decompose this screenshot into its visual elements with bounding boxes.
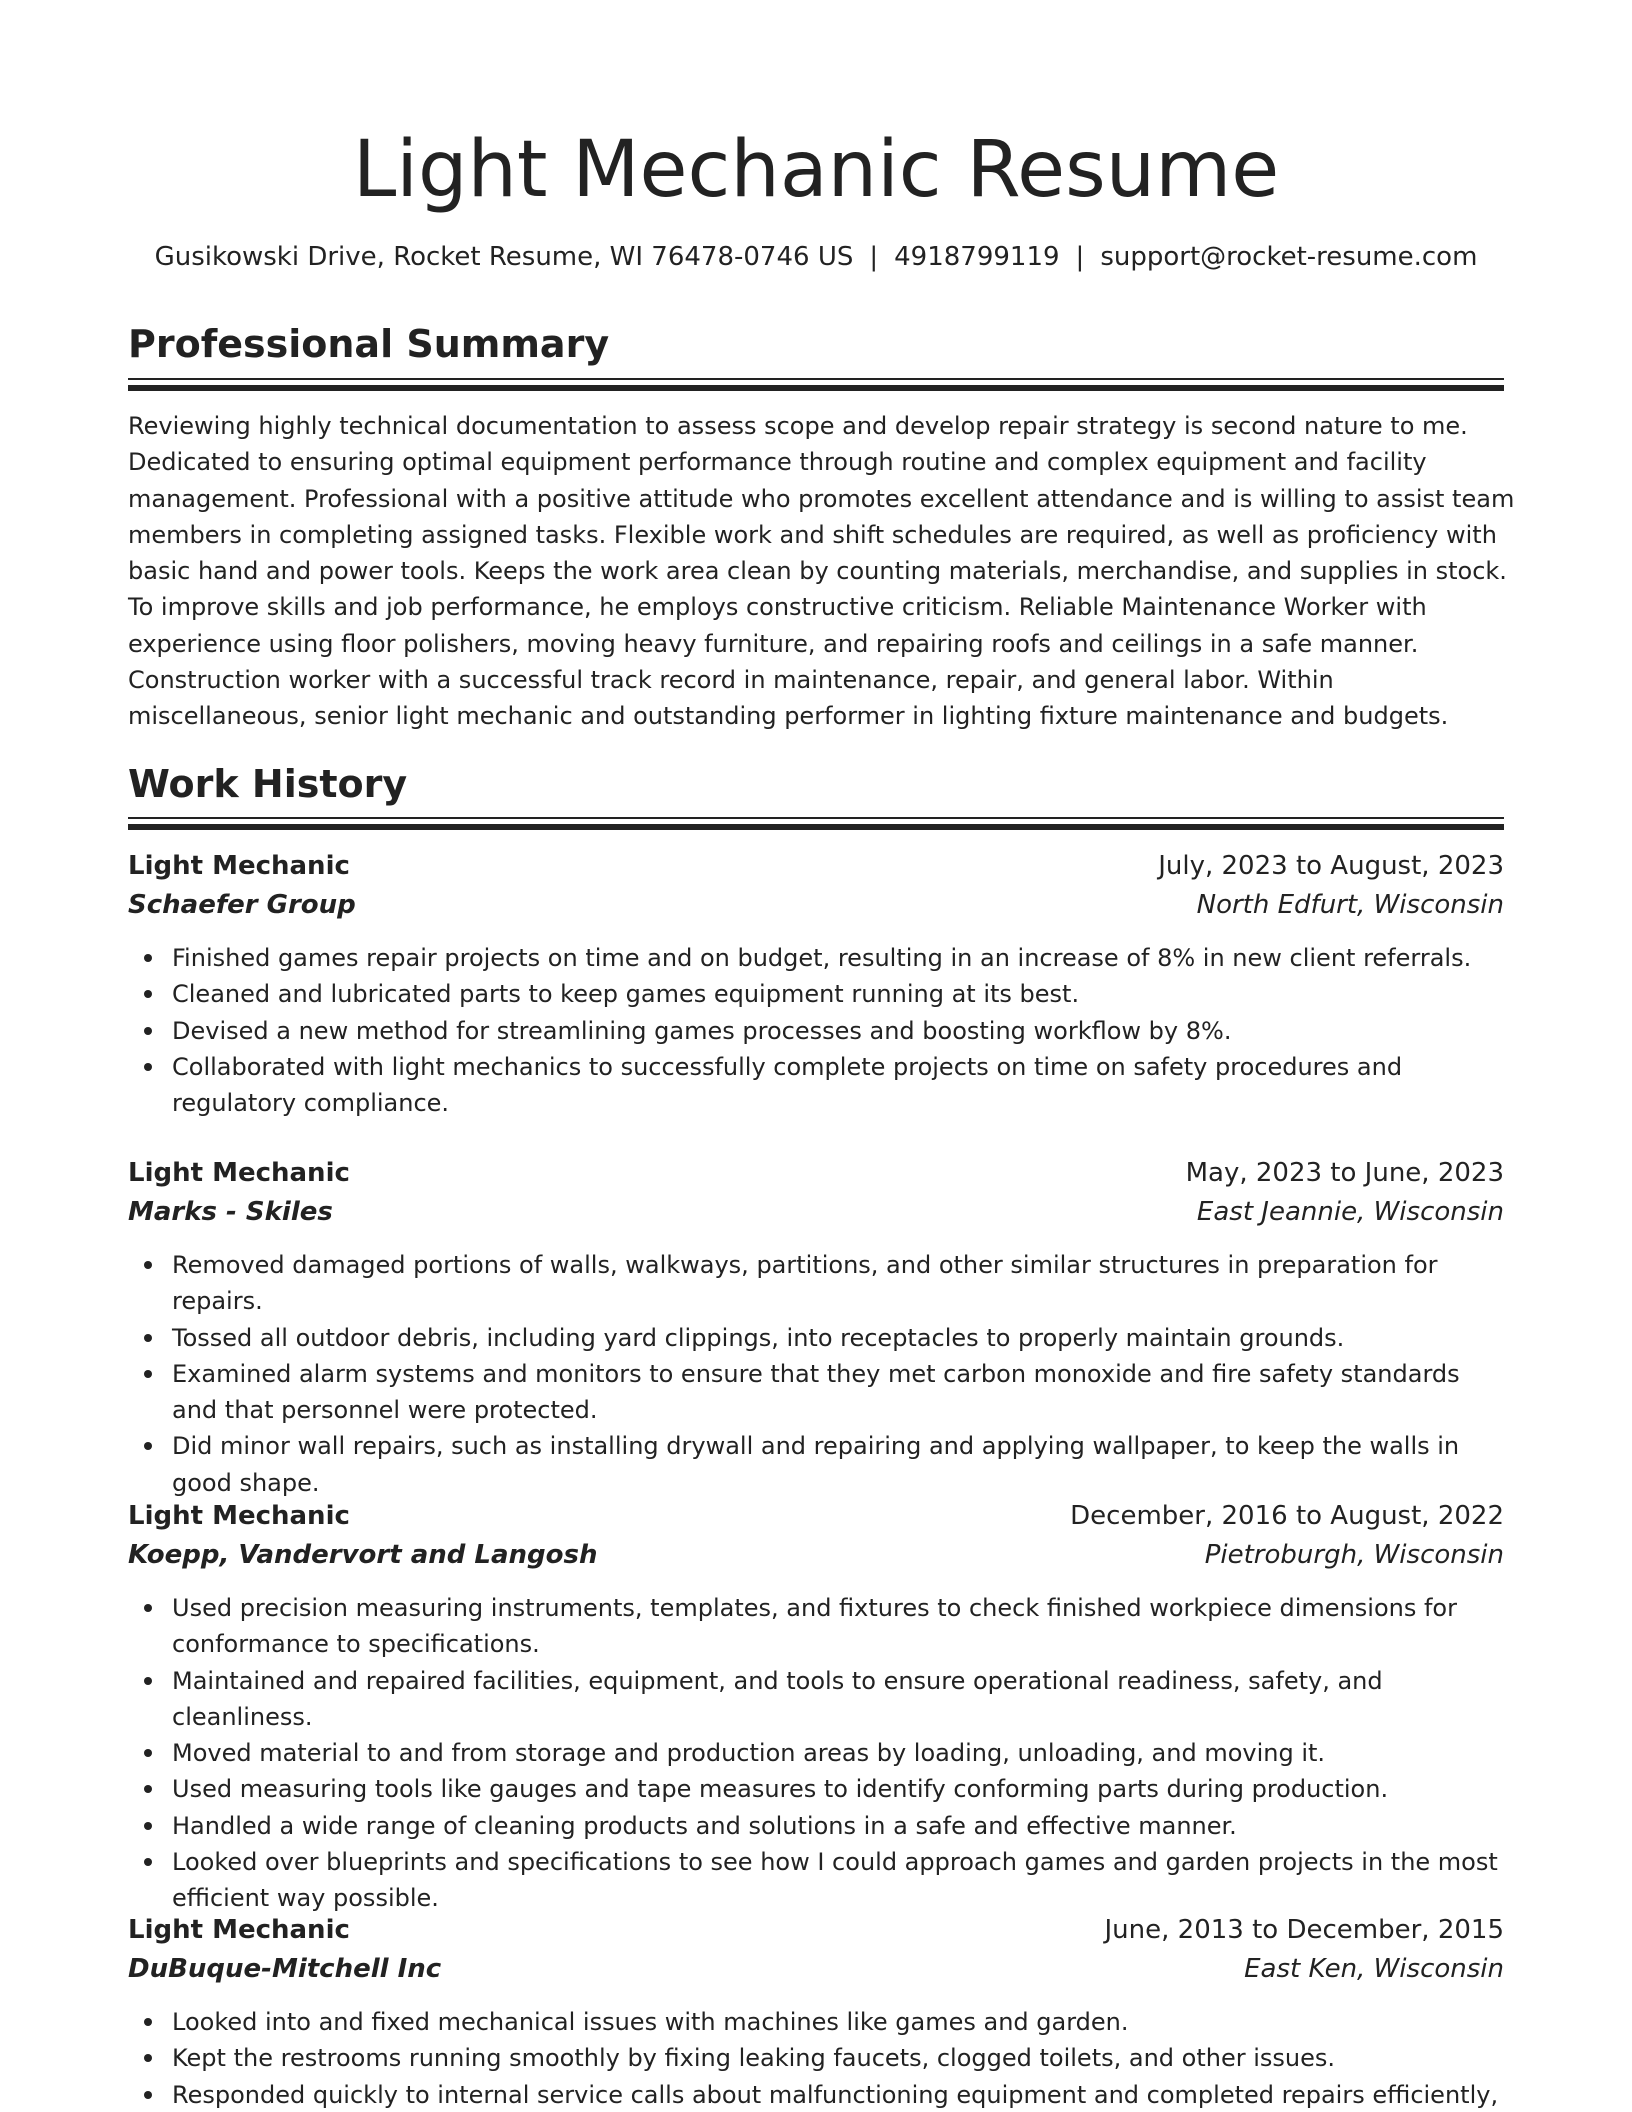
list-item bbox=[128, 1356, 1504, 1429]
bullet-text: Handled a wide range of cleaning products and solutions in a safe and effective manner. bbox=[172, 1811, 1237, 1840]
job-location: Pietroburgh, Wisconsin bbox=[1204, 1540, 1504, 1570]
bullet-icon bbox=[144, 1677, 152, 1685]
job-entry bbox=[128, 1497, 1504, 1917]
bullet-text: Maintained and repaired facilities, equipment, and tools to ensure operational readiness, safety, and cleanliness. bbox=[172, 1666, 1383, 1731]
list-item bbox=[128, 1013, 1504, 1049]
list-item bbox=[128, 1663, 1504, 1736]
resume-title: Light Mechanic Resume bbox=[352, 125, 1280, 215]
contact-separator: | bbox=[869, 242, 879, 272]
bullet-icon bbox=[144, 2018, 152, 2026]
job-title: Light Mechanic bbox=[128, 1501, 350, 1531]
job-company: Schaefer Group bbox=[128, 890, 356, 920]
bullet-text: Tossed all outdoor debris, including yard clippings, into receptacles to properly maintain grounds. bbox=[172, 1323, 1345, 1352]
contact-separator: | bbox=[1075, 242, 1085, 272]
job-company: DuBuque-Mitchell Inc bbox=[128, 1954, 442, 1984]
list-item bbox=[128, 2077, 1504, 2112]
job-entry bbox=[128, 1911, 1504, 2112]
job-location: East Ken, Wisconsin bbox=[1244, 1954, 1504, 1984]
job-title: Light Mechanic bbox=[128, 851, 350, 881]
job-company: Marks - Skiles bbox=[128, 1197, 333, 1227]
bullet-icon bbox=[144, 1785, 152, 1793]
job-entry bbox=[128, 1154, 1504, 1501]
job-title: Light Mechanic bbox=[128, 1915, 350, 1945]
bullet-icon bbox=[144, 1822, 152, 1830]
job-dates: December, 2016 to August, 2022 bbox=[1070, 1501, 1504, 1531]
summary-divider bbox=[128, 378, 1504, 391]
list-item bbox=[128, 1320, 1504, 1356]
bullet-icon bbox=[144, 990, 152, 998]
list-item bbox=[128, 1049, 1504, 1122]
list-item bbox=[128, 1808, 1504, 1844]
bullet-icon bbox=[144, 1370, 152, 1378]
bullet-text: Used measuring tools like gauges and tape measures to identify conforming parts during production. bbox=[172, 1775, 1389, 1804]
bullet-icon bbox=[144, 1063, 152, 1071]
work-history-heading: Work History bbox=[128, 762, 408, 806]
list-item bbox=[128, 976, 1504, 1012]
bullet-icon bbox=[144, 1261, 152, 1269]
list-item bbox=[128, 2040, 1504, 2076]
list-item bbox=[128, 1428, 1504, 1501]
bullet-icon bbox=[144, 1604, 152, 1612]
bullet-text: Examined alarm systems and monitors to ensure that they met carbon monoxide and fire safety standards and that personnel were protected. bbox=[172, 1359, 1460, 1425]
bullet-icon bbox=[144, 1027, 152, 1035]
contact-address: Gusikowski Drive, Rocket Resume, WI 76478-0746 US bbox=[154, 242, 854, 272]
bullet-text: Collaborated with light mechanics to successfully complete projects on time on safety procedures and regulatory compliance. bbox=[172, 1052, 1403, 1118]
bullet-text: Used precision measuring instruments, templates, and fixtures to check finished workpiece dimensions for conformance to specifications. bbox=[172, 1594, 1457, 1659]
list-item bbox=[128, 940, 1504, 976]
bullet-icon bbox=[144, 1442, 152, 1450]
bullet-text: Responded quickly to internal service calls about malfunctioning equipment and completed repairs efficiently, bbox=[172, 2080, 1499, 2109]
list-item bbox=[128, 1735, 1504, 1771]
list-item bbox=[128, 1590, 1504, 1663]
job-company: Koepp, Vandervort and Langosh bbox=[128, 1540, 598, 1570]
list-item bbox=[128, 2004, 1504, 2040]
work-history-divider bbox=[128, 817, 1504, 830]
bullet-text: Did minor wall repairs, such as installing drywall and repairing and applying wallpaper, to keep the walls in good shape. bbox=[172, 1432, 1460, 1497]
contact-email[interactable]: support@rocket-resume.com bbox=[1100, 242, 1478, 272]
list-item bbox=[128, 1247, 1504, 1320]
job-bullets bbox=[128, 1247, 1504, 1501]
summary-text: Reviewing highly technical documentation to assess scope and develop repair strategy is second nature to me. Dedicated to ensuring optimal equipment performance through routine and complex equipment and facility management. Professional with a positive attitude who promotes excellent attendance and is willing to assist team members in completing assigned tasks. Flexible work and shift schedules are required, as well as proficiency with basic hand and power tools. Keeps the work area clean by counting materials, merchandise, and supplies in stock. To improve skills and job performance, he employs constructive criticism. Reliable Maintenance Worker with experience using floor polishers, moving heavy furniture, and repairing roofs and ceilings in a safe manner. Construction worker with a successful track record in maintenance, repair, and general labor. Within miscellaneous, senior light mechanic and outstanding performer in lighting fixture maintenance and budgets. bbox=[128, 412, 1515, 731]
bullet-text: Moved material to and from storage and production areas by loading, unloading, and moving it. bbox=[172, 1739, 1326, 1768]
bullet-text: Finished games repair projects on time and on budget, resulting in an increase of 8% in new client referrals. bbox=[172, 944, 1472, 972]
job-location: East Jeannie, Wisconsin bbox=[1196, 1197, 1504, 1227]
bullet-text: Kept the restrooms running smoothly by fixing leaking faucets, clogged toilets, and other issues. bbox=[172, 2044, 1336, 2073]
bullet-text: Removed damaged portions of walls, walkways, partitions, and other similar structures in preparation for repairs. bbox=[172, 1251, 1438, 1316]
job-location: North Edfurt, Wisconsin bbox=[1196, 890, 1504, 920]
bullet-icon bbox=[144, 1334, 152, 1342]
job-entry bbox=[128, 847, 1504, 1121]
bullet-icon bbox=[144, 1749, 152, 1757]
bullet-icon bbox=[144, 2091, 152, 2099]
list-item bbox=[128, 1844, 1504, 1917]
bullet-text: Looked into and fixed mechanical issues with machines like games and garden. bbox=[172, 2008, 1129, 2036]
job-bullets bbox=[128, 1590, 1504, 1917]
bullet-icon bbox=[144, 1858, 152, 1866]
summary-heading: Professional Summary bbox=[128, 322, 610, 366]
bullet-icon bbox=[144, 2054, 152, 2062]
bullet-text: Devised a new method for streamlining games processes and boosting workflow by 8%. bbox=[172, 1016, 1232, 1045]
list-item bbox=[128, 1771, 1504, 1807]
job-title: Light Mechanic bbox=[128, 1158, 350, 1188]
bullet-icon bbox=[144, 954, 152, 962]
job-bullets bbox=[128, 940, 1504, 1121]
contact-phone: 4918799119 bbox=[894, 242, 1060, 272]
job-dates: June, 2013 to December, 2015 bbox=[1104, 1915, 1504, 1945]
bullet-text: Cleaned and lubricated parts to keep games equipment running at its best. bbox=[172, 980, 1080, 1009]
bullet-text: Looked over blueprints and specifications to see how I could approach games and garden projects in the most efficient way possible. bbox=[172, 1848, 1498, 1913]
job-dates: July, 2023 to August, 2023 bbox=[1158, 851, 1504, 881]
job-bullets bbox=[128, 2004, 1504, 2112]
contact-line bbox=[0, 237, 1632, 277]
job-dates: May, 2023 to June, 2023 bbox=[1185, 1158, 1504, 1188]
